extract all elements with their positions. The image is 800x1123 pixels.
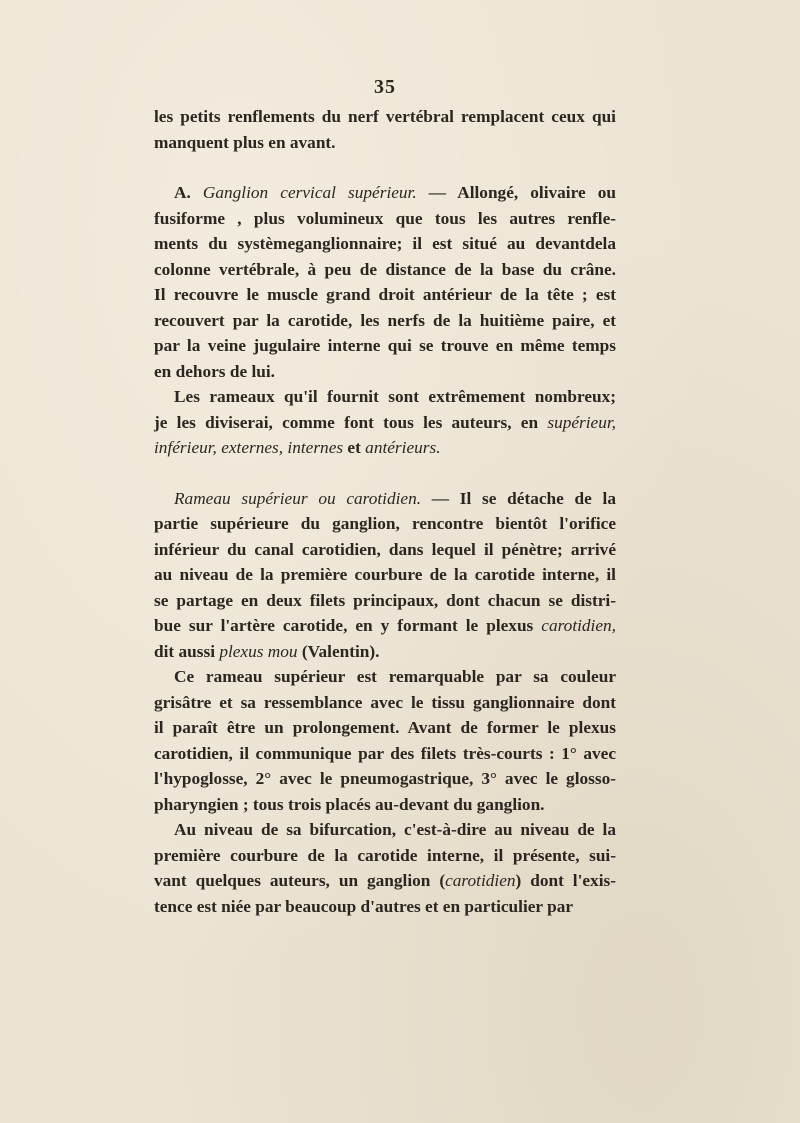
text-run: fusiforme , plus volumineux que tous les autres renfle-: [154, 208, 616, 228]
text-run: au niveau de la première courbure de la carotide interne, il: [154, 565, 616, 584]
text-line: [154, 588, 616, 614]
text-line: [154, 359, 616, 385]
text-line: [154, 435, 616, 461]
text-run: A.: [174, 183, 203, 202]
italic-text: antérieurs.: [365, 438, 441, 457]
text-run: première courbure de la carotide interne, il présente, sui-: [154, 845, 616, 865]
text-line: [154, 868, 616, 894]
text-run: les petits renflements du nerf vertébral remplacent ceux qui: [154, 107, 616, 126]
text-run: Ce rameau supérieur est remarquable par sa couleur: [174, 667, 616, 686]
italic-text: plexus mou: [219, 641, 298, 661]
text-line: [154, 333, 616, 359]
text-run: manquent plus en avant.: [154, 132, 336, 152]
text-run: — Il se détache de la: [421, 488, 616, 508]
paragraph-p2: [154, 180, 616, 384]
text-line: [154, 257, 616, 283]
page-number: 35: [374, 76, 396, 98]
text-run: partie supérieure du ganglion, rencontre bientôt l'orifice: [154, 514, 616, 533]
text-line: [154, 613, 616, 639]
text-line: [154, 104, 616, 130]
text-line: [154, 639, 616, 665]
text-run: ) dont l'exis-: [515, 871, 616, 890]
paragraph-p5: [154, 664, 616, 817]
italic-text: Ganglion cervical supérieur.: [202, 183, 417, 202]
text-run: carotidien, il communique par des filets très-courts : 1° avec: [154, 743, 616, 763]
text-line: [154, 410, 616, 436]
text-line: [154, 766, 616, 792]
italic-text: carotidien,: [541, 616, 616, 635]
paragraph-gap: [154, 461, 616, 486]
paragraph-p6: [154, 817, 616, 919]
text-line: [154, 130, 616, 156]
text-line: [154, 384, 616, 410]
body-text: [154, 104, 616, 919]
text-run: tence est niée par beaucoup d'autres et en particulier par: [154, 896, 574, 916]
italic-text: carotidien: [445, 871, 516, 890]
text-run: et: [343, 438, 366, 457]
italic-text: inférieur, externes, internes: [154, 438, 344, 457]
paragraph-p4: [154, 486, 616, 665]
text-run: (Valentin).: [297, 641, 380, 661]
text-run: il paraît être un prolongement. Avant de former le plexus: [154, 718, 616, 737]
text-run: je les diviserai, comme font tous les auteurs, en: [154, 412, 548, 432]
text-run: par la veine jugulaire interne qui se trouve en même temps: [154, 336, 616, 355]
text-run: ments du systèmeganglionnaire; il est situé au devantdela: [154, 234, 616, 253]
text-run: Les rameaux qu'il fournit sont extrêmement nombreux;: [174, 387, 616, 406]
text-run: se partage en deux filets principaux, dont chacun se distri-: [154, 590, 616, 610]
text-run: Il recouvre le muscle grand droit antérieur de la tête ; est: [154, 285, 616, 304]
text-run: en dehors de lui.: [154, 361, 275, 381]
text-run: l'hypoglosse, 2° avec le pneumogastrique, 3° avec le glosso-: [154, 769, 616, 788]
text-line: [154, 843, 616, 869]
italic-text: Rameau supérieur ou carotidien.: [174, 488, 422, 508]
text-line: [154, 511, 616, 537]
text-run: grisâtre et sa ressemblance avec le tissu ganglionnaire dont: [154, 692, 616, 712]
text-line: [154, 308, 616, 334]
text-line: [154, 690, 616, 716]
text-line: [154, 206, 616, 232]
paragraph-p1: [154, 104, 616, 155]
text-line: [154, 792, 616, 818]
text-line: [154, 282, 616, 308]
text-run: inférieur du canal carotidien, dans lequel il pénètre; arrivé: [154, 539, 616, 559]
text-run: — Allongé, olivaire ou: [416, 183, 616, 202]
text-run: recouvert par la carotide, les nerfs de la huitième paire, et: [154, 310, 616, 330]
paragraph-p3: [154, 384, 616, 461]
text-line: [154, 537, 616, 563]
text-line: [154, 817, 616, 843]
italic-text: supérieur,: [547, 412, 616, 432]
text-line: [154, 894, 616, 920]
text-line: [154, 231, 616, 257]
text-run: pharyngien ; tous trois placés au-devant du ganglion.: [154, 794, 545, 814]
text-run: vant quelques auteurs, un ganglion (: [154, 871, 446, 890]
text-run: Au niveau de sa bifurcation, c'est-à-dire au niveau de la: [174, 820, 616, 839]
text-line: [154, 664, 616, 690]
text-line: [154, 562, 616, 588]
paragraph-gap: [154, 155, 616, 180]
text-line: [154, 741, 616, 767]
text-run: bue sur l'artère carotide, en y formant le plexus: [154, 616, 542, 635]
text-run: dit aussi: [154, 641, 220, 661]
text-line: [154, 486, 616, 512]
text-run: colonne vertébrale, à peu de distance de la base du crâne.: [154, 259, 616, 279]
text-line: [154, 715, 616, 741]
text-line: [154, 180, 616, 206]
